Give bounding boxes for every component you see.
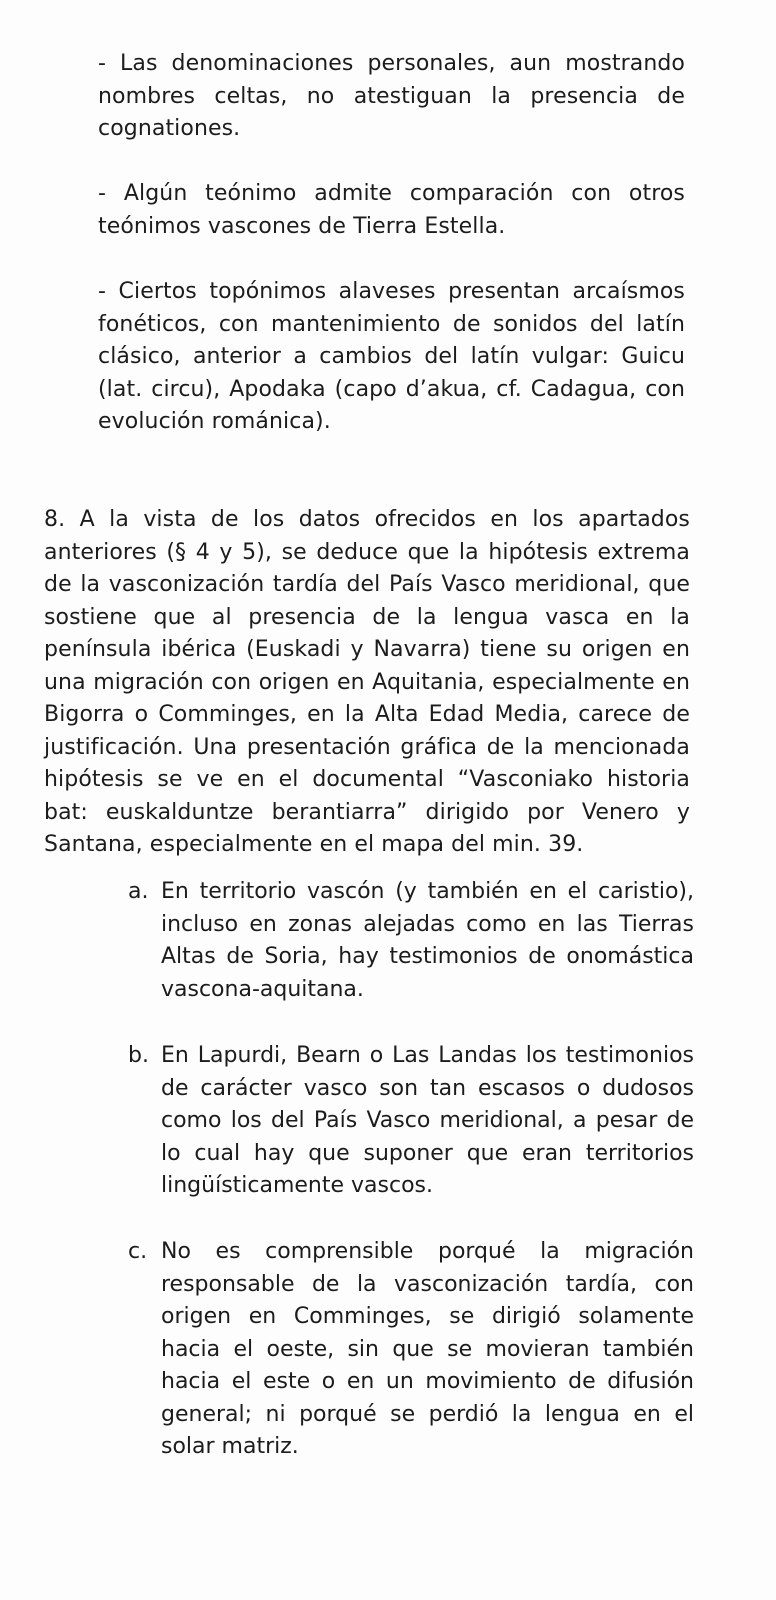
list-marker-b: b. xyxy=(128,1043,149,1068)
list-marker-a: a. xyxy=(128,879,149,904)
list-item-c xyxy=(128,1236,694,1464)
list-marker-c: c. xyxy=(128,1239,148,1264)
list-item-b-text: En Lapurdi, Bearn o Las Landas los testimonios de carácter vasco son tan escasos o dudosos como los del País Vasco meridional, a pesar de lo cual hay que suponer que eran territorios lingüísticamente vascos. xyxy=(161,1043,694,1198)
bullet-paragraph-personal-names: - Las denominaciones personales, aun mostrando nombres celtas, no atestiguan la presencia de cognationes. xyxy=(98,51,685,141)
bullet-paragraph-theonym: - Algún teónimo admite comparación con otros teónimos vascones de Tierra Estella. xyxy=(98,181,685,239)
list-item-a xyxy=(128,876,694,1006)
list-item-c-text: No es comprensible porqué la migración responsable de la vasconización tardía, con origen en Comminges, se dirigió solamente hacia el oeste, sin que se movieran también hacia el este o en un movimiento de difusión general; ni porqué se perdió la lengua en el solar matriz. xyxy=(161,1239,694,1459)
list-item-a-text: En territorio vascón (y también en el caristio), incluso en zonas alejadas como en las Tierras Altas de Soria, hay testimonios de onomástica vascona-aquitana. xyxy=(161,879,694,1002)
section-8-paragraph: 8. A la vista de los datos ofrecidos en los apartados anteriores (§ 4 y 5), se deduce que la hipótesis extrema de la vasconización tardía del País Vasco meridional, que sostiene que al presencia de la lengua vasca en la península ibérica (Euskadi y Navarra) tiene su origen en una migración con origen en Aquitania, especialmente en Bigorra o Comminges, en la Alta Edad Media, carece de justificación. Una presentación gráfica de la mencionada hipótesis se ve en el documental “Vasconiako historia bat: euskalduntze berantiarra” dirigido por Venero y Santana, especialmente en el mapa del min. 39. xyxy=(44,507,690,857)
bullet-paragraph-toponyms: - Ciertos topónimos alaveses presentan arcaísmos fonéticos, con mantenimiento de sonidos del latín clásico, anterior a cambios del latín vulgar: Guicu (lat. circu), Apodaka (capo d’akua, cf. Cadagua, con evolución románica). xyxy=(98,279,685,434)
list-item-b xyxy=(128,1040,694,1203)
